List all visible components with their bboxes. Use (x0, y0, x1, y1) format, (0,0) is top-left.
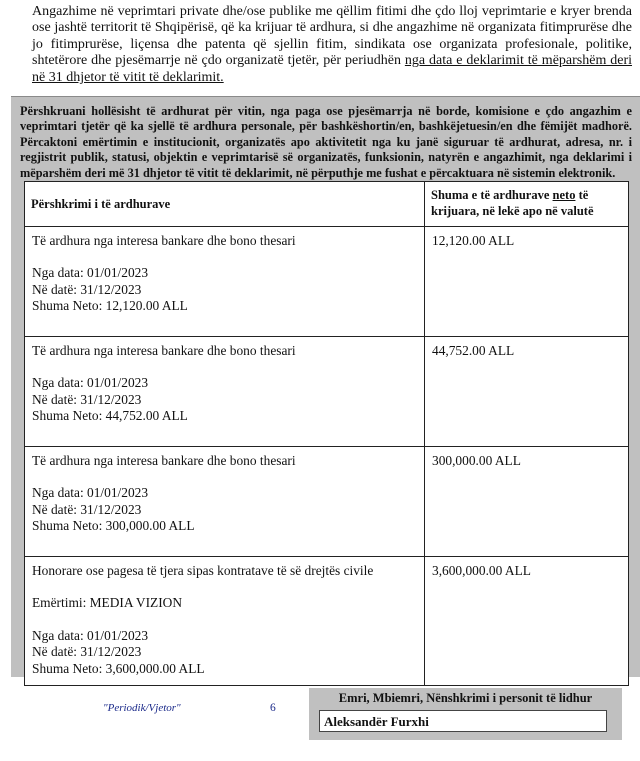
income-type: Të ardhura nga interesa bankare dhe bono thesari (32, 343, 296, 358)
signature-name-field: Aleksandër Furxhi (319, 710, 607, 732)
intro-period-underlined: nga data e deklarimit të mëparshëm deri në 31 dhjetor të vitit të deklarimit. (32, 53, 633, 85)
header-description: Përshkrimi i të ardhurave (25, 182, 425, 227)
date-to: Në datë: 31/12/2023 (32, 391, 142, 407)
date-to: Në datë: 31/12/2023 (32, 644, 142, 660)
income-table (24, 181, 629, 686)
income-type: Honorare ose pagesa të tjera sipas kontratave të së drejtës civile (32, 563, 374, 578)
date-from: Nga data: 01/01/2023 (32, 265, 149, 281)
row-description (25, 227, 425, 337)
entity-name: Emërtimi: MEDIA VIZION (32, 595, 183, 611)
header-amount: Shuma e të ardhurave neto të krijuara, në lekë apo në valutë (425, 182, 629, 227)
page-number: 6 (270, 702, 276, 714)
period-label: "Periodik/Vjetor" (103, 702, 181, 714)
income-type: Të ardhura nga interesa bankare dhe bono thesari (32, 233, 296, 248)
date-to: Në datë: 31/12/2023 (32, 281, 142, 297)
row-amount: 3,600,000.00 ALL (425, 557, 629, 686)
date-from: Nga data: 01/01/2023 (32, 375, 149, 391)
row-description (25, 447, 425, 557)
signature-box (309, 688, 622, 740)
row-description (25, 557, 425, 686)
row-amount: 12,120.00 ALL (425, 227, 629, 337)
intro-paragraph (32, 4, 632, 86)
income-type: Të ardhura nga interesa bankare dhe bono thesari (32, 453, 296, 468)
row-description (25, 337, 425, 447)
net-amount: Shuma Neto: 3,600,000.00 ALL (32, 660, 205, 676)
table-row (25, 447, 629, 557)
income-section-instructions: Përshkruani hollësisht të ardhurat për vitin, nga paga ose pjesëmarrja në borde, komisione e çdo angazhim e veprimtari tjetër që ka sjellë të ardhura personale, për bashkëshortin/en, bashkëjetuesin/en dhe fëmijët madhorë. Përcaktoni emërtimin e institucionit, organizatës apo aktivitetit nga ku janë siguruar të ardhurat, adresa, nr. i regjistrit publik, statusi, objektin e veprimtarisë së organizatës, funksionin, natyrën e angazhimit, nga deklarimi i mëparshëm deri më 31 dhjetor të vitit të deklarimit, në përputhje me fushat e përcaktuara në sistemin elektronik. (20, 104, 632, 180)
row-amount: 44,752.00 ALL (425, 337, 629, 447)
table-row (25, 557, 629, 686)
net-amount: Shuma Neto: 300,000.00 ALL (32, 518, 195, 534)
signature-label: Emri, Mbiemri, Nënshkrimi i personit të lidhur (338, 691, 593, 705)
intro-text: Angazhime në veprimtari private dhe/ose publike me qëllim fitimi dhe çdo lloj veprimtarie e kryer brenda ose jashtë territorit të Shqipërisë, që ka krijuar të ardhura, si dhe angazhime në organizata fitimprurëse dhe jo fitimprurëse, liçensa dhe patenta që sjellin fitim, sindikata ose organizata profesionale, politike, shtetërore dhe pjesëmarrje në çdo organizatë tjetër, për periudhën (32, 4, 632, 69)
income-table-header (25, 182, 629, 227)
table-row (25, 227, 629, 337)
row-amount: 300,000.00 ALL (425, 447, 629, 557)
table-row (25, 337, 629, 447)
net-amount: Shuma Neto: 44,752.00 ALL (32, 408, 188, 424)
net-amount: Shuma Neto: 12,120.00 ALL (32, 298, 188, 314)
date-to: Në datë: 31/12/2023 (32, 501, 142, 517)
date-from: Nga data: 01/01/2023 (32, 485, 149, 501)
date-from: Nga data: 01/01/2023 (32, 627, 149, 643)
